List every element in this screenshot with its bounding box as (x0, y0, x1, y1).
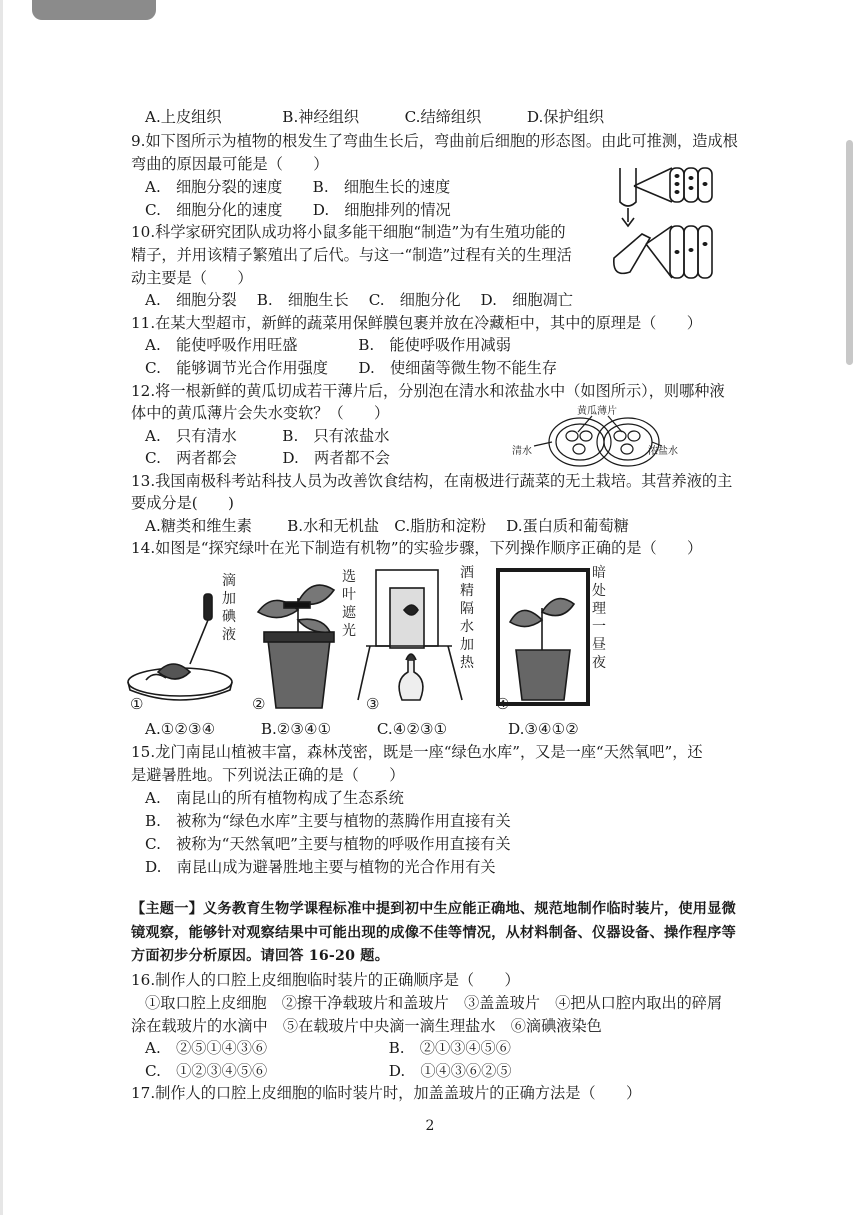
q15-stem: 15.龙门南昆山植被丰富，森林茂密，既是一座“绿色水库”，又是一座“天然氧吧”，还 (131, 743, 703, 761)
q10-options: A. 细胞分裂 B. 细胞生长 C. 细胞分化 D. 细胞凋亡 (145, 291, 573, 309)
q16-steps-cont: 涂在载玻片的水滴中 ⑤在载玻片中央滴一滴生理盐水 ⑥滴碘液染色 (131, 1017, 602, 1035)
q10-stem-cont: 精子，并用该精子繁殖出了后代。与这一“制造”过程有关的生理活 (131, 246, 572, 264)
q16-options-cd: C. ①②③④⑤⑥ D. ①④③⑥②⑤ (145, 1062, 512, 1080)
q11-stem: 11.在某大型超市，新鲜的蔬菜用保鲜膜包裹并放在冷藏柜中，其中的原理是（ ） (131, 314, 702, 332)
clear-water-label: 清水 (512, 446, 532, 457)
q16-options-ab: A. ②⑤①④③⑥ B. ②①③④⑤⑥ (145, 1039, 511, 1057)
step1-label: ① (130, 695, 144, 713)
cucumber-dish-figure (512, 402, 692, 470)
q17-stem: 17.制作人的口腔上皮细胞的临时装片时，加盖盖玻片的正确方法是（ ） (131, 1084, 642, 1102)
q13-stem-cont: 要成分是( ) (131, 494, 234, 512)
page-number: 2 (425, 1118, 435, 1134)
q9-stem-cont: 弯曲的原因最可能是（ ） (131, 155, 329, 173)
step3-caption: 酒精隔水加热 (460, 565, 474, 671)
q11-options-cd: C. 能够调节光合作用强度 D. 使细菌等微生物不能生存 (145, 359, 558, 377)
page-left-edge (0, 0, 3, 1215)
q12-stem: 12.将一根新鲜的黄瓜切成若干薄片后，分别泡在清水和浓盐水中（如图所示），则哪种液 (131, 382, 725, 400)
step4-label: ④ (496, 695, 510, 713)
q13-stem: 13.我国南极科考站科技人员为改善饮食结构，在南极进行蔬菜的无土栽培。其营养液的主 (131, 472, 733, 490)
q10-stem: 10.科学家研究团队成功将小鼠多能干细胞“制造”为有生殖功能的 (131, 223, 566, 241)
q14-stem: 14.如图是“探究绿叶在光下制造有机物”的实验步骤，下列操作顺序正确的是（ ） (131, 539, 703, 557)
q13-options: A.糖类和维生素 B.水和无机盐 C.脂肪和淀粉 D.蛋白质和葡萄糖 (145, 517, 629, 535)
vertical-scrollbar[interactable] (846, 140, 853, 365)
cucumber-slice-label: 黄瓜薄片 (577, 406, 617, 417)
q8-options: A.上皮组织 B.神经组织 C.结缔组织 D.保护组织 (145, 108, 605, 126)
step1-caption: 滴加碘液 (222, 573, 236, 643)
window-tab-corner (32, 0, 156, 20)
step2-label: ② (252, 695, 266, 713)
q12-options-cd: C. 两者都会 D. 两者都不会 (145, 449, 390, 467)
q16-stem: 16.制作人的口腔上皮细胞临时装片的正确顺序是（ ） (131, 971, 520, 989)
q12-stem-cont: 体中的黄瓜薄片会失水变软？（ ） (131, 404, 390, 422)
step4-caption: 暗处理一昼夜 (592, 565, 606, 671)
q15-stem-cont: 是避暑胜地。下列说法正确的是（ ） (131, 766, 405, 784)
q15-option-a: A. 南昆山的所有植物构成了生态系统 (145, 789, 404, 807)
root-bending-cell-figure (606, 160, 726, 286)
q15-option-c: C. 被称为“天然氧吧”主要与植物的呼吸作用直接有关 (145, 835, 511, 853)
q16-steps: ①取口腔上皮细胞 ②擦干净载玻片和盖玻片 ③盖盖玻片 ④把从口腔内取出的碎屑 (145, 994, 723, 1012)
q9-stem: 9.如下图所示为植物的根发生了弯曲生长后，弯曲前后细胞的形态图。由此可推测，造成根 (131, 132, 738, 150)
q12-options-ab: A. 只有清水 B. 只有浓盐水 (145, 427, 390, 445)
step3-label: ③ (366, 695, 380, 713)
step2-caption: 选叶遮光 (342, 569, 356, 639)
q15-option-b: B. 被称为“绿色水库”主要与植物的蒸腾作用直接有关 (145, 812, 511, 830)
salt-water-label: 浓盐水 (648, 446, 678, 457)
q14-options: A.①②③④ B.②③④① C.④②③① D.③④①② (145, 720, 579, 738)
q9-options-ab: A. 细胞分裂的速度 B. 细胞生长的速度 (145, 178, 451, 196)
q10-stem-end: 动主要是（ ） (131, 269, 253, 287)
q9-options-cd: C. 细胞分化的速度 D. 细胞排列的情况 (145, 201, 451, 219)
q15-option-d: D. 南昆山成为避暑胜地主要与植物的光合作用有关 (145, 858, 496, 876)
q11-options-ab: A. 能使呼吸作用旺盛 B. 能使呼吸作用减弱 (145, 336, 511, 354)
topic-one-intro: 【主题一】义务教育生物学课程标准中提到初中生应能正确地、规范地制作临时装片，使用显微镜观察，能够针对观察结果中可能出现的成像不佳等情况，从材料制备、仪器设备、操作程序等方面初步分析原因。请回答 16-20 题。 (131, 901, 736, 964)
